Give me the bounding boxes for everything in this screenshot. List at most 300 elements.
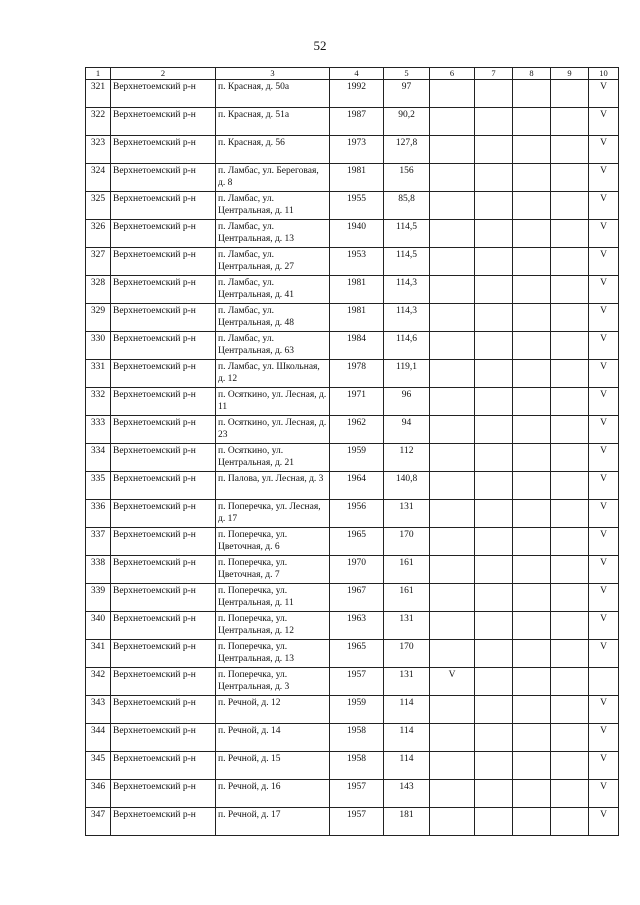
table-body (86, 80, 619, 836)
table-row (86, 612, 619, 640)
year-cell: 1953 (330, 248, 384, 276)
year-cell: 1965 (330, 640, 384, 668)
mark-cell-10: V (589, 416, 619, 444)
mark-cell-9 (551, 388, 589, 416)
area-cell: 131 (384, 500, 430, 528)
area-cell: 140,8 (384, 472, 430, 500)
mark-cell-10: V (589, 80, 619, 108)
mark-cell-10: V (589, 444, 619, 472)
mark-cell-8 (513, 528, 551, 556)
address-cell: п. Речной, д. 14 (216, 724, 330, 752)
mark-cell-10: V (589, 192, 619, 220)
mark-cell-8 (513, 332, 551, 360)
district-cell: Верхнетоемский р-н (111, 808, 216, 836)
mark-cell-8 (513, 612, 551, 640)
row-number: 347 (86, 808, 111, 836)
mark-cell-10: V (589, 696, 619, 724)
mark-cell-10: V (589, 388, 619, 416)
row-number: 335 (86, 472, 111, 500)
mark-cell-6 (430, 192, 475, 220)
mark-cell-6 (430, 724, 475, 752)
mark-cell-8 (513, 668, 551, 696)
mark-cell-6 (430, 696, 475, 724)
mark-cell-7 (475, 640, 513, 668)
mark-cell-8 (513, 80, 551, 108)
row-number: 326 (86, 220, 111, 248)
area-cell: 114,6 (384, 332, 430, 360)
year-cell: 1957 (330, 668, 384, 696)
column-header: 6 (430, 68, 475, 80)
mark-cell-7 (475, 360, 513, 388)
row-number: 336 (86, 500, 111, 528)
mark-cell-7 (475, 164, 513, 192)
mark-cell-9 (551, 80, 589, 108)
row-number: 330 (86, 332, 111, 360)
mark-cell-6 (430, 136, 475, 164)
district-cell: Верхнетоемский р-н (111, 584, 216, 612)
mark-cell-9 (551, 528, 589, 556)
mark-cell-8 (513, 584, 551, 612)
year-cell: 1987 (330, 108, 384, 136)
area-cell: 114 (384, 752, 430, 780)
district-cell: Верхнетоемский р-н (111, 416, 216, 444)
mark-cell-8 (513, 472, 551, 500)
area-cell: 131 (384, 668, 430, 696)
address-cell: п. Ламбас, ул. Центральная, д. 48 (216, 304, 330, 332)
area-cell: 161 (384, 556, 430, 584)
mark-cell-9 (551, 752, 589, 780)
mark-cell-7 (475, 556, 513, 584)
mark-cell-9 (551, 248, 589, 276)
mark-cell-6 (430, 640, 475, 668)
table-row (86, 724, 619, 752)
year-cell: 1967 (330, 584, 384, 612)
address-cell: п. Речной, д. 17 (216, 808, 330, 836)
mark-cell-8 (513, 780, 551, 808)
row-number: 334 (86, 444, 111, 472)
mark-cell-8 (513, 724, 551, 752)
district-cell: Верхнетоемский р-н (111, 332, 216, 360)
mark-cell-10: V (589, 276, 619, 304)
mark-cell-9 (551, 220, 589, 248)
address-cell: п. Поперечка, ул. Цветочная, д. 6 (216, 528, 330, 556)
year-cell: 1970 (330, 556, 384, 584)
mark-cell-7 (475, 192, 513, 220)
address-cell: п. Осяткино, ул. Центральная, д. 21 (216, 444, 330, 472)
district-cell: Верхнетоемский р-н (111, 528, 216, 556)
mark-cell-10: V (589, 108, 619, 136)
table-row (86, 472, 619, 500)
mark-cell-10: V (589, 472, 619, 500)
table-row (86, 500, 619, 528)
mark-cell-9 (551, 304, 589, 332)
column-header: 7 (475, 68, 513, 80)
mark-cell-6 (430, 612, 475, 640)
district-cell: Верхнетоемский р-н (111, 360, 216, 388)
mark-cell-9 (551, 136, 589, 164)
mark-cell-8 (513, 164, 551, 192)
address-cell: п. Поперечка, ул. Цветочная, д. 7 (216, 556, 330, 584)
mark-cell-10: V (589, 164, 619, 192)
mark-cell-6 (430, 780, 475, 808)
mark-cell-7 (475, 696, 513, 724)
address-cell: п. Красная, д. 51а (216, 108, 330, 136)
page-number: 52 (313, 38, 327, 53)
column-number-row (86, 68, 619, 80)
year-cell: 1981 (330, 164, 384, 192)
address-cell: п. Речной, д. 12 (216, 696, 330, 724)
table-row (86, 640, 619, 668)
area-cell: 161 (384, 584, 430, 612)
row-number: 332 (86, 388, 111, 416)
mark-cell-7 (475, 444, 513, 472)
area-cell: 97 (384, 80, 430, 108)
year-cell: 1973 (330, 136, 384, 164)
mark-cell-9 (551, 584, 589, 612)
row-number: 327 (86, 248, 111, 276)
area-cell: 131 (384, 612, 430, 640)
mark-cell-10: V (589, 360, 619, 388)
row-number: 331 (86, 360, 111, 388)
district-cell: Верхнетоемский р-н (111, 192, 216, 220)
area-cell: 170 (384, 528, 430, 556)
area-cell: 181 (384, 808, 430, 836)
year-cell: 1958 (330, 752, 384, 780)
column-header: 5 (384, 68, 430, 80)
year-cell: 1955 (330, 192, 384, 220)
mark-cell-6 (430, 556, 475, 584)
mark-cell-6 (430, 332, 475, 360)
row-number: 338 (86, 556, 111, 584)
address-cell: п. Поперечка, ул. Центральная, д. 12 (216, 612, 330, 640)
mark-cell-7 (475, 724, 513, 752)
mark-cell-7 (475, 80, 513, 108)
row-number: 341 (86, 640, 111, 668)
table-row (86, 332, 619, 360)
mark-cell-7 (475, 500, 513, 528)
table-row (86, 304, 619, 332)
table-row (86, 444, 619, 472)
mark-cell-6 (430, 444, 475, 472)
district-cell: Верхнетоемский р-н (111, 276, 216, 304)
district-cell: Верхнетоемский р-н (111, 444, 216, 472)
mark-cell-8 (513, 556, 551, 584)
district-cell: Верхнетоемский р-н (111, 668, 216, 696)
mark-cell-10 (589, 668, 619, 696)
area-cell: 170 (384, 640, 430, 668)
mark-cell-9 (551, 500, 589, 528)
mark-cell-8 (513, 752, 551, 780)
address-cell: п. Поперечка, ул. Центральная, д. 13 (216, 640, 330, 668)
row-number: 325 (86, 192, 111, 220)
row-number: 322 (86, 108, 111, 136)
table-row (86, 136, 619, 164)
mark-cell-9 (551, 164, 589, 192)
mark-cell-6 (430, 416, 475, 444)
district-cell: Верхнетоемский р-н (111, 388, 216, 416)
year-cell: 1959 (330, 696, 384, 724)
mark-cell-10: V (589, 556, 619, 584)
district-cell: Верхнетоемский р-н (111, 696, 216, 724)
row-number: 340 (86, 612, 111, 640)
district-cell: Верхнетоемский р-н (111, 500, 216, 528)
year-cell: 1959 (330, 444, 384, 472)
mark-cell-8 (513, 500, 551, 528)
table-row (86, 164, 619, 192)
mark-cell-7 (475, 388, 513, 416)
year-cell: 1957 (330, 780, 384, 808)
table-row (86, 808, 619, 836)
address-cell: п. Ламбас, ул. Центральная, д. 13 (216, 220, 330, 248)
mark-cell-6 (430, 808, 475, 836)
district-cell: Верхнетоемский р-н (111, 724, 216, 752)
mark-cell-8 (513, 640, 551, 668)
district-cell: Верхнетоемский р-н (111, 780, 216, 808)
table-row (86, 276, 619, 304)
year-cell: 1957 (330, 808, 384, 836)
mark-cell-8 (513, 136, 551, 164)
mark-cell-8 (513, 808, 551, 836)
mark-cell-9 (551, 668, 589, 696)
table-row (86, 388, 619, 416)
mark-cell-6 (430, 388, 475, 416)
mark-cell-6 (430, 472, 475, 500)
table-row (86, 584, 619, 612)
year-cell: 1940 (330, 220, 384, 248)
mark-cell-7 (475, 752, 513, 780)
area-cell: 114 (384, 696, 430, 724)
district-cell: Верхнетоемский р-н (111, 556, 216, 584)
table-row (86, 248, 619, 276)
row-number: 329 (86, 304, 111, 332)
mark-cell-8 (513, 696, 551, 724)
housing-registry-table (85, 67, 619, 836)
mark-cell-9 (551, 416, 589, 444)
area-cell: 114 (384, 724, 430, 752)
mark-cell-6 (430, 304, 475, 332)
row-number: 321 (86, 80, 111, 108)
area-cell: 112 (384, 444, 430, 472)
address-cell: п. Ламбас, ул. Центральная, д. 27 (216, 248, 330, 276)
mark-cell-9 (551, 444, 589, 472)
mark-cell-7 (475, 276, 513, 304)
row-number: 323 (86, 136, 111, 164)
address-cell: п. Поперечка, ул. Лесная, д. 17 (216, 500, 330, 528)
mark-cell-9 (551, 780, 589, 808)
mark-cell-9 (551, 724, 589, 752)
mark-cell-7 (475, 332, 513, 360)
mark-cell-6 (430, 360, 475, 388)
mark-cell-6 (430, 80, 475, 108)
mark-cell-7 (475, 220, 513, 248)
table-row (86, 360, 619, 388)
area-cell: 114,5 (384, 220, 430, 248)
mark-cell-9 (551, 472, 589, 500)
mark-cell-9 (551, 360, 589, 388)
area-cell: 94 (384, 416, 430, 444)
mark-cell-6 (430, 528, 475, 556)
mark-cell-8 (513, 276, 551, 304)
mark-cell-9 (551, 556, 589, 584)
address-cell: п. Осяткино, ул. Лесная, д. 11 (216, 388, 330, 416)
mark-cell-10: V (589, 808, 619, 836)
table-row (86, 528, 619, 556)
area-cell: 114,3 (384, 304, 430, 332)
column-header: 8 (513, 68, 551, 80)
mark-cell-7 (475, 528, 513, 556)
mark-cell-8 (513, 416, 551, 444)
mark-cell-10: V (589, 780, 619, 808)
mark-cell-9 (551, 640, 589, 668)
address-cell: п. Ламбас, ул. Центральная, д. 63 (216, 332, 330, 360)
year-cell: 1958 (330, 724, 384, 752)
column-header: 3 (216, 68, 330, 80)
address-cell: п. Осяткино, ул. Лесная, д. 23 (216, 416, 330, 444)
area-cell: 114,3 (384, 276, 430, 304)
mark-cell-8 (513, 388, 551, 416)
mark-cell-7 (475, 584, 513, 612)
year-cell: 1984 (330, 332, 384, 360)
address-cell: п. Ламбас, ул. Центральная, д. 41 (216, 276, 330, 304)
mark-cell-8 (513, 220, 551, 248)
mark-cell-7 (475, 668, 513, 696)
mark-cell-10: V (589, 640, 619, 668)
area-cell: 119,1 (384, 360, 430, 388)
year-cell: 1964 (330, 472, 384, 500)
year-cell: 1981 (330, 276, 384, 304)
mark-cell-10: V (589, 136, 619, 164)
column-header: 2 (111, 68, 216, 80)
mark-cell-9 (551, 696, 589, 724)
row-number: 333 (86, 416, 111, 444)
mark-cell-9 (551, 808, 589, 836)
district-cell: Верхнетоемский р-н (111, 752, 216, 780)
table-row (86, 556, 619, 584)
mark-cell-6 (430, 752, 475, 780)
table-row (86, 192, 619, 220)
column-header: 10 (589, 68, 619, 80)
mark-cell-8 (513, 360, 551, 388)
district-cell: Верхнетоемский р-н (111, 472, 216, 500)
column-header: 9 (551, 68, 589, 80)
mark-cell-7 (475, 808, 513, 836)
row-number: 339 (86, 584, 111, 612)
mark-cell-7 (475, 472, 513, 500)
mark-cell-7 (475, 248, 513, 276)
mark-cell-6 (430, 276, 475, 304)
area-cell: 143 (384, 780, 430, 808)
district-cell: Верхнетоемский р-н (111, 136, 216, 164)
mark-cell-7 (475, 612, 513, 640)
table-row (86, 108, 619, 136)
district-cell: Верхнетоемский р-н (111, 80, 216, 108)
mark-cell-6 (430, 108, 475, 136)
year-cell: 1965 (330, 528, 384, 556)
mark-cell-10: V (589, 220, 619, 248)
year-cell: 1971 (330, 388, 384, 416)
table-row (86, 220, 619, 248)
table-row (86, 80, 619, 108)
area-cell: 96 (384, 388, 430, 416)
mark-cell-10: V (589, 304, 619, 332)
mark-cell-6 (430, 164, 475, 192)
mark-cell-9 (551, 108, 589, 136)
mark-cell-6 (430, 584, 475, 612)
mark-cell-7 (475, 108, 513, 136)
year-cell: 1956 (330, 500, 384, 528)
address-cell: п. Ламбас, ул. Береговая, д. 8 (216, 164, 330, 192)
mark-cell-6 (430, 248, 475, 276)
address-cell: п. Поперечка, ул. Центральная, д. 3 (216, 668, 330, 696)
area-cell: 90,2 (384, 108, 430, 136)
mark-cell-8 (513, 444, 551, 472)
row-number: 346 (86, 780, 111, 808)
table-row (86, 696, 619, 724)
column-header: 1 (86, 68, 111, 80)
mark-cell-10: V (589, 248, 619, 276)
district-cell: Верхнетоемский р-н (111, 220, 216, 248)
area-cell: 85,8 (384, 192, 430, 220)
address-cell: п. Красная, д. 50а (216, 80, 330, 108)
mark-cell-8 (513, 192, 551, 220)
district-cell: Верхнетоемский р-н (111, 304, 216, 332)
mark-cell-10: V (589, 612, 619, 640)
mark-cell-8 (513, 304, 551, 332)
mark-cell-6: V (430, 668, 475, 696)
mark-cell-9 (551, 276, 589, 304)
district-cell: Верхнетоемский р-н (111, 640, 216, 668)
mark-cell-7 (475, 304, 513, 332)
mark-cell-10: V (589, 528, 619, 556)
row-number: 328 (86, 276, 111, 304)
address-cell: п. Поперечка, ул. Центральная, д. 11 (216, 584, 330, 612)
row-number: 324 (86, 164, 111, 192)
mark-cell-8 (513, 248, 551, 276)
column-header: 4 (330, 68, 384, 80)
mark-cell-6 (430, 500, 475, 528)
area-cell: 114,5 (384, 248, 430, 276)
mark-cell-7 (475, 780, 513, 808)
table-row (86, 416, 619, 444)
table-row (86, 752, 619, 780)
mark-cell-10: V (589, 752, 619, 780)
row-number: 344 (86, 724, 111, 752)
row-number: 343 (86, 696, 111, 724)
mark-cell-7 (475, 416, 513, 444)
address-cell: п. Ламбас, ул. Школьная, д. 12 (216, 360, 330, 388)
mark-cell-9 (551, 192, 589, 220)
year-cell: 1978 (330, 360, 384, 388)
address-cell: п. Речной, д. 16 (216, 780, 330, 808)
row-number: 345 (86, 752, 111, 780)
table-row (86, 780, 619, 808)
area-cell: 156 (384, 164, 430, 192)
address-cell: п. Ламбас, ул. Центральная, д. 11 (216, 192, 330, 220)
area-cell: 127,8 (384, 136, 430, 164)
mark-cell-10: V (589, 500, 619, 528)
year-cell: 1962 (330, 416, 384, 444)
mark-cell-6 (430, 220, 475, 248)
mark-cell-7 (475, 136, 513, 164)
district-cell: Верхнетоемский р-н (111, 164, 216, 192)
table-row (86, 668, 619, 696)
row-number: 337 (86, 528, 111, 556)
mark-cell-10: V (589, 332, 619, 360)
mark-cell-10: V (589, 724, 619, 752)
address-cell: п. Палова, ул. Лесная, д. 3 (216, 472, 330, 500)
district-cell: Верхнетоемский р-н (111, 108, 216, 136)
row-number: 342 (86, 668, 111, 696)
